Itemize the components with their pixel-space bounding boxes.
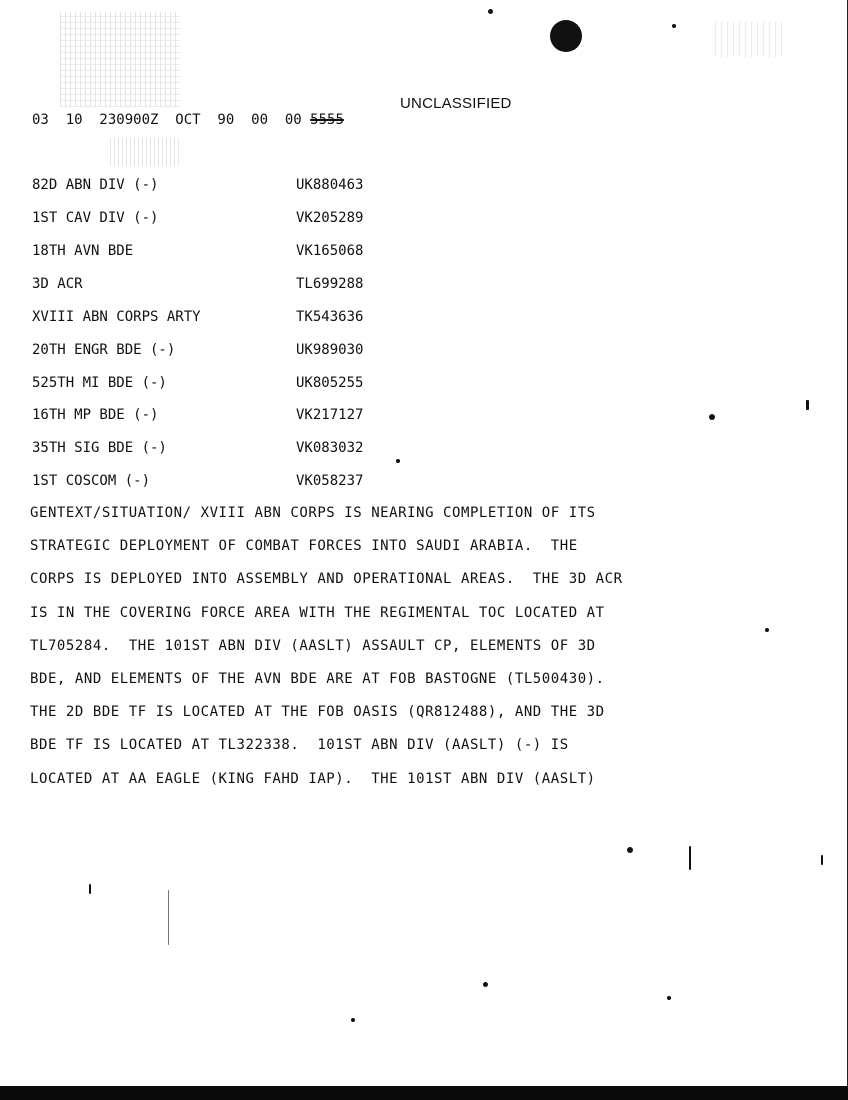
unit-name: 525TH MI BDE (-) (32, 375, 167, 391)
scan-speck (765, 628, 769, 632)
unit-grid-coordinate: VK058237 (296, 473, 364, 489)
unit-grid-coordinate: VK083032 (296, 440, 364, 456)
scan-speck (396, 459, 400, 463)
unit-name: 35TH SIG BDE (-) (32, 440, 167, 456)
scan-speck (351, 1018, 355, 1022)
scan-speck (709, 414, 715, 420)
unit-name: 1ST CAV DIV (-) (32, 210, 159, 226)
gentext-line: LOCATED AT AA EAGLE (KING FAHD IAP). THE 101ST ABN DIV (AASLT) (30, 770, 596, 787)
unit-name: 3D ACR (32, 276, 83, 292)
gentext-line: GENTEXT/SITUATION/ XVIII ABN CORPS IS NEARING COMPLETION OF ITS (30, 505, 596, 521)
scan-noise (60, 12, 180, 107)
scan-speck (89, 884, 91, 894)
scan-bottom-edge (0, 1086, 848, 1100)
unit-name: 18TH AVN BDE (32, 243, 134, 259)
unit-grid-coordinate: TL699288 (296, 276, 364, 292)
unit-grid-coordinate: UK805255 (296, 375, 364, 391)
gentext-line: STRATEGIC DEPLOYMENT OF COMBAT FORCES INTO SAUDI ARABIA. THE (30, 538, 578, 555)
classification-marking: UNCLASSIFIED (400, 95, 512, 112)
dtg-text: 03 10 230900Z OCT 90 00 00 (32, 112, 302, 128)
dtg-struck-text: 5555 (310, 112, 344, 128)
dtg-line (32, 112, 344, 128)
gentext-line: THE 2D BDE TF IS LOCATED AT THE FOB OASIS (QR812488), AND THE 3D (30, 704, 605, 721)
unit-grid-coordinate: VK205289 (296, 210, 364, 226)
scan-speck (689, 846, 691, 870)
unit-name: 20TH ENGR BDE (-) (32, 342, 176, 358)
scan-noise (110, 138, 180, 166)
unit-name: 1ST COSCOM (-) (32, 473, 151, 489)
gentext-line: IS IN THE COVERING FORCE AREA WITH THE REGIMENTAL TOC LOCATED AT (30, 604, 605, 621)
gentext-line: BDE TF IS LOCATED AT TL322338. 101ST ABN DIV (AASLT) (-) IS (30, 737, 569, 754)
scan-noise (715, 22, 785, 57)
gentext-line: CORPS IS DEPLOYED INTO ASSEMBLY AND OPERATIONAL AREAS. THE 3D ACR (30, 571, 623, 588)
scan-speck (483, 982, 488, 987)
unit-grid-coordinate: UK880463 (296, 177, 364, 193)
scan-speck (488, 9, 493, 14)
gentext-line: TL705284. THE 101ST ABN DIV (AASLT) ASSAULT CP, ELEMENTS OF 3D (30, 637, 596, 654)
unit-grid-coordinate: UK989030 (296, 342, 364, 358)
scan-speck (806, 400, 809, 410)
gentext-line: BDE, AND ELEMENTS OF THE AVN BDE ARE AT FOB BASTOGNE (TL500430). (30, 671, 605, 687)
unit-name: 16TH MP BDE (-) (32, 407, 159, 423)
scan-speck (168, 890, 169, 945)
scan-speck (672, 24, 676, 28)
unit-grid-coordinate: VK165068 (296, 243, 364, 259)
unit-name: 82D ABN DIV (-) (32, 177, 159, 193)
scan-speck (667, 996, 671, 1000)
scan-blot (550, 20, 582, 52)
scan-speck (627, 847, 633, 853)
unit-name: XVIII ABN CORPS ARTY (32, 309, 201, 325)
scan-speck (821, 855, 823, 865)
unit-grid-coordinate: VK217127 (296, 407, 364, 423)
unit-grid-coordinate: TK543636 (296, 309, 364, 325)
